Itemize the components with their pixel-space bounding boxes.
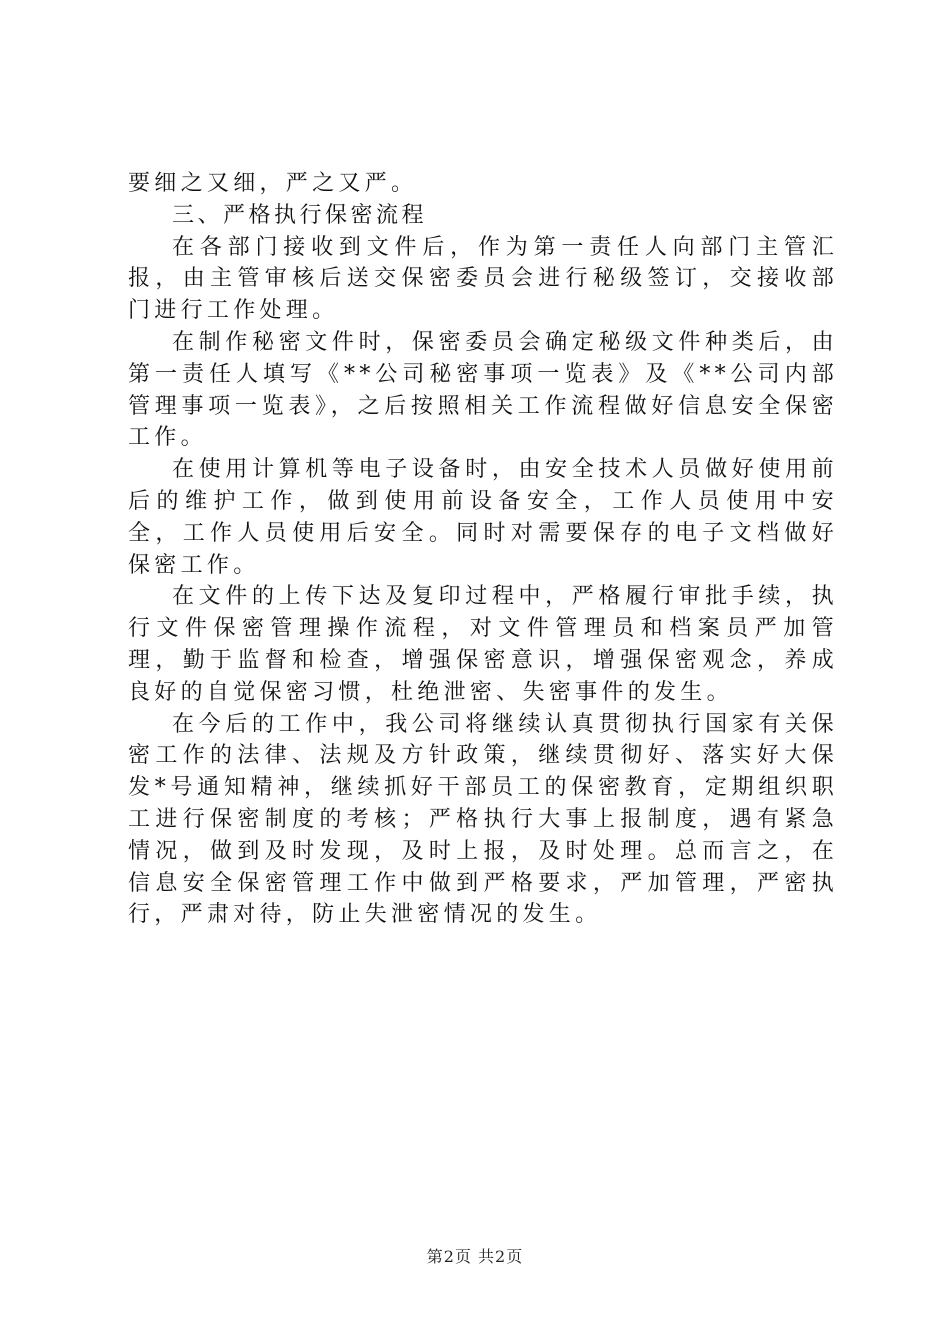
paragraph-secret-file-production: 在制作秘密文件时，保密委员会确定秘级文件种类后，由第一责任人填写《**公司秘密事项一览表》及《**公司内部管理事项一览表》，之后按照相关工作流程做好信息安全保密工作。 xyxy=(128,329,838,451)
document-body xyxy=(128,168,838,931)
paragraph-computer-usage: 在使用计算机等电子设备时，由安全技术人员做好使用前后的维护工作，做到使用前设备安全，工作人员使用中安全，工作人员使用后安全。同时对需要保存的电子文档做好保密工作。 xyxy=(128,457,838,578)
paragraph-continuation: 要细之又细，严之又严。 xyxy=(128,171,418,196)
paragraph-file-distribution: 在文件的上传下达及复印过程中，严格履行审批手续，执行文件保密管理操作流程，对文件管理员和档案员严加管理，勤于监督和检查，增强保密意识，增强保密观念，养成良好的自觉保密习惯，杜绝泄密、失密事件的发生。 xyxy=(128,584,838,705)
section-heading: 三、严格执行保密流程 xyxy=(172,202,428,228)
paragraph-future-work: 在今后的工作中，我公司将继续认真贯彻执行国家有关保密工作的法律、法规及方针政策，继续贯彻好、落实好大保发*号通知精神，继续抓好干部员工的保密教育，定期组织职工进行保密制度的考核；严格执行大事上报制度，遇有紧急情况，做到及时发现，及时上报，及时处理。总而言之，在信息安全保密管理工作中做到严格要求，严加管理，严密执行，严肃对待，防止失泄密情况的发生。 xyxy=(128,711,838,928)
paragraph-file-receipt: 在各部门接收到文件后，作为第一责任人向部门主管汇报，由主管审核后送交保密委员会进行秘级签订，交接收部门进行工作处理。 xyxy=(128,234,838,324)
page-footer: 第2页 共2页 xyxy=(426,1247,524,1266)
